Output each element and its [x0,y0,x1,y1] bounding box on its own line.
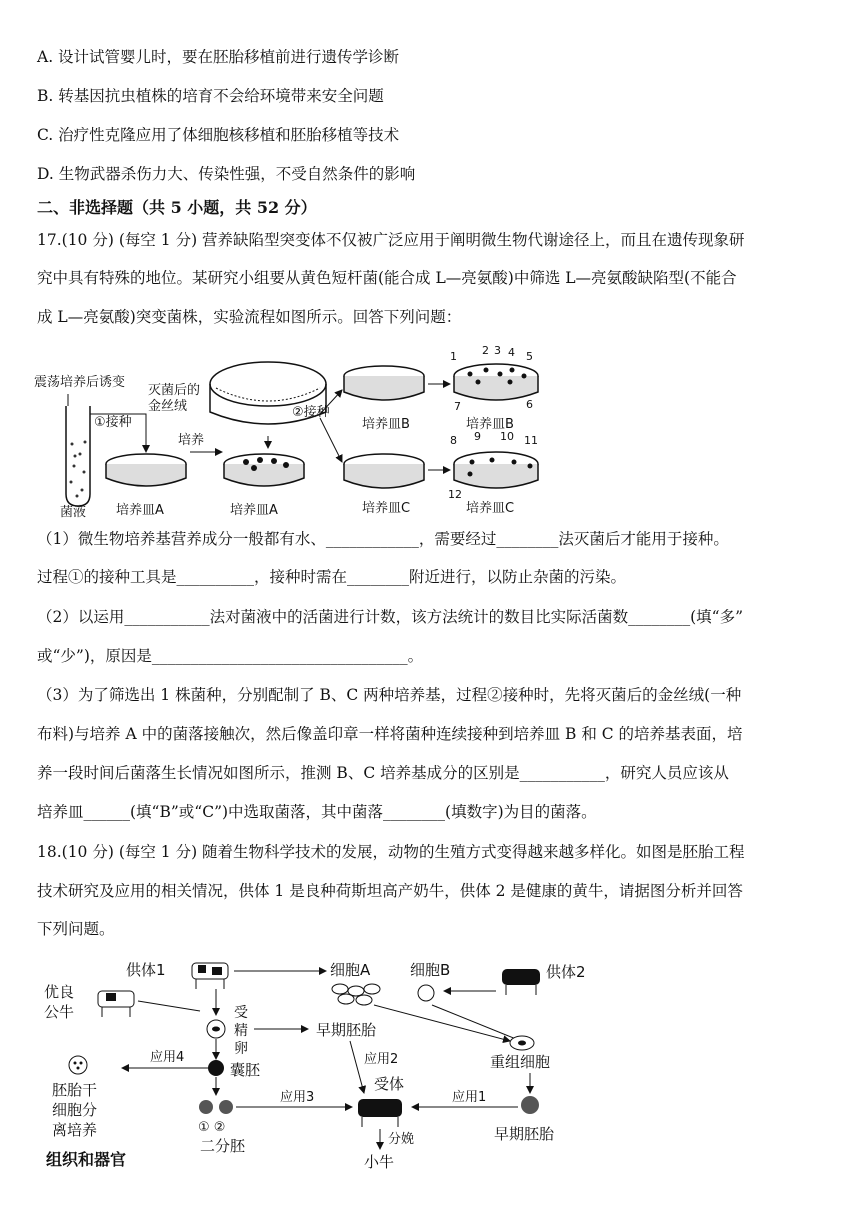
stem-cell-label: 离培养 [52,1121,98,1139]
cell-a-icon [332,984,380,1005]
shake-label: 震荡培养后诱变 [34,375,126,390]
velvet-stamp [210,362,326,406]
organs-label: 组织和器官 [46,1150,127,1169]
stem-cell-label: 胚胎干 [52,1081,98,1099]
test-tube-icon [66,406,90,506]
colony-number: 11 [524,434,538,447]
q17-part-line: （1）微生物培养基营养成分一般都有水、____________，需要经过________法灭菌后才能用于接种。 [37,530,729,548]
bull-label: 优良 [44,983,75,1001]
split-embryo-icon [199,1100,233,1114]
q18-stem-line: 下列问题。 [37,920,115,938]
early-embryo-label: 早期胚胎 [316,1021,377,1039]
q17-stem-line: 成 L—亮氨酸)突变菌株，实验流程如图所示。回答下列问题： [37,308,462,326]
option-c: C. 治疗性克隆应用了体细胞核移植和胚胎移植等技术 [37,126,400,144]
dish-c-label: 培养皿C [362,501,411,516]
blastocyst-label: 囊胚 [230,1061,261,1079]
split-numbers: ① ② [198,1120,226,1135]
colony-number: 6 [526,398,533,411]
application4-label: 应用4 [150,1050,185,1065]
q17-stem-line: 17.(10 分) (每空 1 分) 营养缺陷型突变体不仅被广泛应用于阐明微生物代谢途径上，而且在遗传现象研 [37,231,745,249]
option-d: D. 生物武器杀伤力大、传染性强，不受自然条件的影响 [37,165,416,183]
application1-label: 应用1 [452,1090,487,1105]
liquid-label: 菌液 [60,505,87,520]
q18-embryo-engineering-figure [40,955,620,1175]
cell-a-label: 细胞A [330,961,371,979]
option-b: B. 转基因抗虫植株的培育不会给环境带来安全问题 [37,87,384,105]
blastocyst-icon [208,1060,224,1076]
recipient-label: 受体 [374,1075,405,1093]
sterile-velvet-label: 灭菌后的 [148,383,201,398]
section-title: 二、非选择题（共 5 小题，共 52 分） [37,198,317,217]
colony-number: 9 [474,430,481,443]
sterile-velvet-label: 金丝绒 [148,399,188,414]
application2-label: 应用2 [364,1052,399,1067]
colony-number: 5 [526,350,533,363]
calf-label: 小牛 [364,1153,395,1171]
donor2-label: 供体2 [546,963,586,981]
q17-part-line: 布料)与培养 A 中的菌落接触次，然后像盖印章一样将菌种连续接种到培养皿 B 和 C 的培养基表面，培 [37,725,743,743]
colony-number: 10 [500,430,514,443]
colony-number: 12 [448,488,462,501]
cattle-icon [502,969,540,995]
q18-stem-line: 技术研究及应用的相关情况，供体 1 是良种荷斯坦高产奶牛，供体 2 是健康的黄牛，请据图分析并回答 [37,882,743,900]
dish-a-label-2: 培养皿A [230,503,278,518]
early-embryo-icon [521,1096,539,1114]
fertilized-label: 精 [234,1023,248,1039]
bull-label: 公牛 [44,1003,75,1021]
dish-b-label-2: 培养皿B [466,417,514,432]
split-embryo-label: 二分胚 [200,1137,246,1155]
colony-number: 3 [494,344,501,357]
recipient-cow-icon [358,1099,402,1127]
step2-label: ②接种 [292,405,330,420]
dish-b-label: 培养皿B [362,417,410,432]
culture-label: 培养 [178,433,205,448]
step1-label: ①接种 [94,415,132,430]
stem-cell-label: 细胞分 [52,1101,98,1119]
colony-number: 2 [482,344,489,357]
dish-a-label: 培养皿A [116,503,164,518]
q17-experiment-figure [30,344,550,520]
q17-part-line: 培养皿______(填“B”或“C”)中选取菌落，其中菌落________(填数字)为目的菌落。 [37,803,597,821]
cow-icon [192,963,228,989]
q17-part-line: 过程①的接种工具是__________，接种时需在________附近进行，以防止杂菌的污染。 [37,568,627,586]
bull-icon [98,991,134,1017]
colony-number: 1 [450,350,457,363]
cell-b-label: 细胞B [410,961,451,979]
application3-label: 应用3 [280,1090,315,1105]
q18-stem-line: 18.(10 分) (每空 1 分) 随着生物科学技术的发展，动物的生殖方式变得越来越多样化。如图是胚胎工程 [37,843,745,861]
bacteria-dots [70,441,87,498]
q17-stem-line: 究中具有特殊的地位。某研究小组要从黄色短杆菌(能合成 L—亮氨酸)中筛选 L—亮氨酸缺陷型(不能合 [37,269,737,287]
colony-number: 8 [450,434,457,447]
option-a: A. 设计试管婴儿时，要在胚胎移植前进行遗传学诊断 [37,48,400,66]
recombined-cell-label: 重组细胞 [490,1053,551,1071]
stem-cell-dish-icon [69,1056,87,1074]
early-embryo-label-2: 早期胚胎 [494,1125,555,1143]
birth-label: 分娩 [388,1132,415,1147]
dish-c-label-2: 培养皿C [466,501,515,516]
q17-part-line: （3）为了筛选出 1 株菌种，分别配制了 B、C 两种培养基，过程②接种时，先将灭菌后的金丝绒(一种 [37,686,742,704]
q17-part-line: （2）以运用___________法对菌液中的活菌进行计数，该方法统计的数目比实际活菌数________(填“多” [37,608,744,626]
fertilized-label: 卵 [234,1041,248,1057]
fertilized-label: 受 [234,1005,248,1021]
colony-number: 7 [454,400,461,413]
donor1-label: 供体1 [126,961,166,979]
cell-b-icon [418,985,434,1001]
q17-part-line: 养一段时间后菌落生长情况如图所示，推测 B、C 培养基成分的区别是___________，研究人员应该从 [37,764,729,782]
colony-number: 4 [508,346,515,359]
q17-part-line: 或“少”)，原因是_________________________________。 [37,647,424,665]
